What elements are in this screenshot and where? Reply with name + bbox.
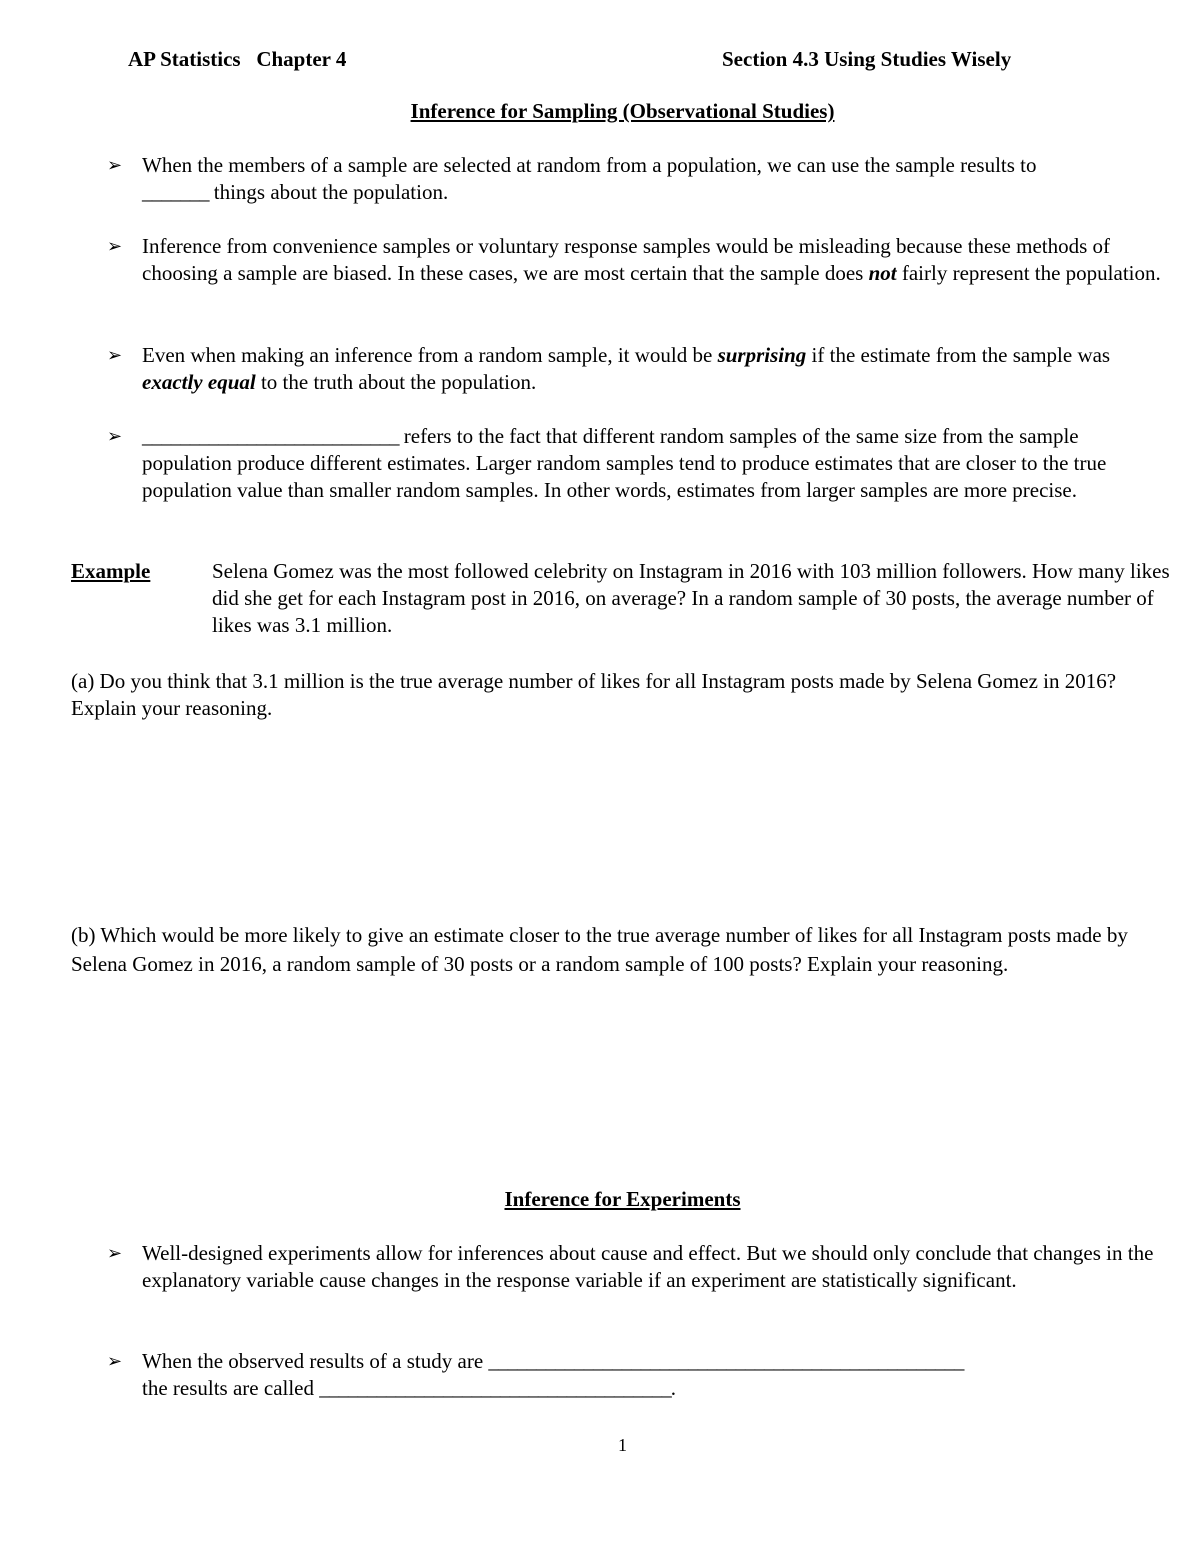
bullet-well-designed-experiments xyxy=(107,1240,1172,1294)
bullet-text-part: When the observed results of a study are xyxy=(142,1349,489,1373)
header-left: AP Statistics Chapter 4 xyxy=(128,47,347,71)
page-number: 1 xyxy=(618,1435,627,1455)
bullet-text-part: refers to the fact that different random samples of the same size from the sample population produce different estimates. Larger random samples tend to produce estimates that are closer to the true population value than smaller random samples. In other words, estimates from larger samples are more precise. xyxy=(142,424,1107,502)
answer-space-b xyxy=(71,1010,1171,1170)
bullet-text xyxy=(142,423,1172,504)
bullet-text xyxy=(142,1348,1172,1402)
bullet-statistically-significant xyxy=(107,1348,1172,1402)
bullet-text-part: Inference from convenience samples or voluntary response samples would be misleading because these methods of choosing a sample are biased. In these cases, we are most certain that the sample does xyxy=(142,234,1111,285)
arrow-bullet-icon: ➢ xyxy=(107,345,123,366)
arrow-bullet-icon: ➢ xyxy=(107,1351,123,1372)
section-title-experiments: Inference for Experiments xyxy=(504,1187,741,1211)
bullet-text-part: things about the population. xyxy=(208,180,449,204)
bullet-text-part: . xyxy=(670,1376,676,1400)
arrow-bullet-icon: ➢ xyxy=(107,236,123,257)
bullet-text-part: When the members of a sample are selected at random from a population, we can use the sample results to xyxy=(142,153,1037,177)
bullet-text-part: the results are called xyxy=(142,1376,320,1400)
fill-in-blank: ___________________________ xyxy=(142,424,399,448)
bullet-sampling-variability xyxy=(107,423,1172,504)
emphasis-surprising: surprising xyxy=(717,343,807,367)
section-title-sampling: Inference for Sampling (Observational Studies) xyxy=(410,99,835,123)
emphasis-exactly-equal: exactly equal xyxy=(142,370,256,394)
header-right: Section 4.3 Using Studies Wisely xyxy=(722,47,1012,71)
bullet-text-part: if the estimate from the sample was xyxy=(806,343,1111,367)
fill-in-blank: _______ xyxy=(142,180,209,204)
example-label: Example xyxy=(71,559,151,583)
emphasis-not: not xyxy=(868,261,897,285)
example-text: Selena Gomez was the most followed celebrity on Instagram in 2016 with 103 million followers. How many likes did she get for each Instagram post in 2016, on average? In a random sample of 30 posts, the average number of likes was 3.1 million. xyxy=(212,559,1170,637)
bullet-text-part: to the truth about the population. xyxy=(255,370,537,394)
bullet-text: Well-designed experiments allow for inferences about cause and effect. But we should only conclude that changes in the explanatory variable cause changes in the response variable if an experiment are statistically significant. xyxy=(142,1241,1154,1292)
bullet-text xyxy=(142,342,1172,396)
arrow-bullet-icon: ➢ xyxy=(107,155,123,176)
bullet-text xyxy=(142,233,1172,287)
question-a: (a) Do you think that 3.1 million is the true average number of likes for all Instagram posts made by Selena Gomez in 2016? Explain your reasoning. xyxy=(71,669,1117,720)
bullet-random-sample xyxy=(107,152,1172,206)
fill-in-blank: _____________________________________ xyxy=(319,1376,671,1400)
bullet-text-part: Even when making an inference from a random sample, it would be xyxy=(142,343,718,367)
bullet-convenience-samples xyxy=(107,233,1172,287)
bullet-text-part: fairly represent the population. xyxy=(896,261,1161,285)
bullet-text xyxy=(142,152,1172,206)
fill-in-blank: __________________________________________________ xyxy=(488,1349,964,1373)
bullet-surprising-estimate xyxy=(107,342,1172,396)
arrow-bullet-icon: ➢ xyxy=(107,426,123,447)
answer-space-a xyxy=(71,730,1171,910)
question-b: (b) Which would be more likely to give an estimate closer to the true average number of likes for all Instagram posts made by Selena Gomez in 2016, a random sample of 30 posts or a random sample of 100 posts? Explain your reasoning. xyxy=(71,923,1128,976)
arrow-bullet-icon: ➢ xyxy=(107,1243,123,1264)
